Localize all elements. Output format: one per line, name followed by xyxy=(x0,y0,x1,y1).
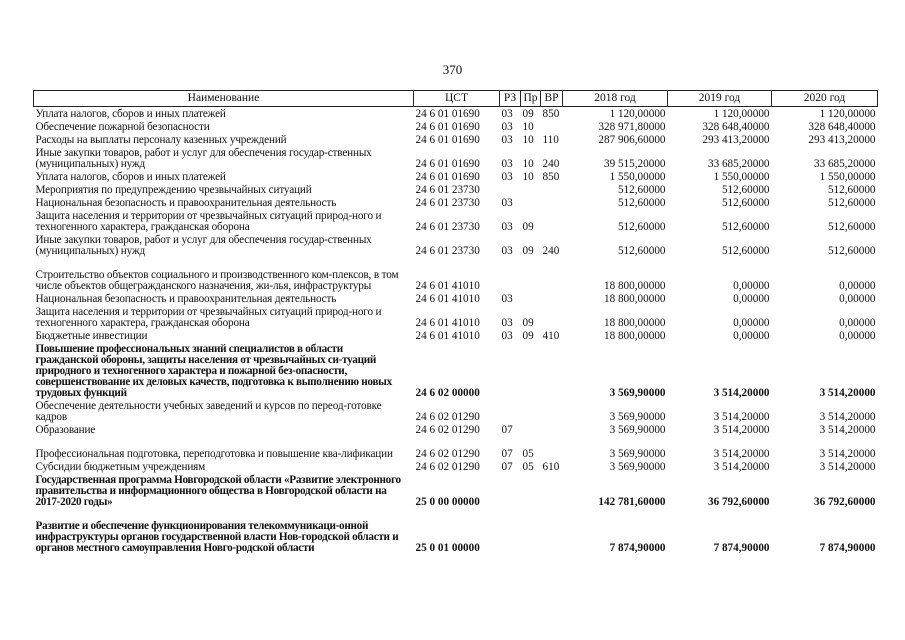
cell-rz: 03 xyxy=(501,158,513,170)
cell-y2019: 36 792,60000 xyxy=(707,496,770,508)
cell-cst: 24 6 02 01290 xyxy=(415,448,480,460)
cell-y2019: 512,60000 xyxy=(721,184,770,196)
cell-y2018: 142 781,60000 xyxy=(598,496,666,508)
cell-pr xyxy=(521,196,541,209)
table-header-row xyxy=(34,91,878,107)
page-number: 370 xyxy=(442,62,463,77)
cell-vr xyxy=(541,183,563,196)
cell-y2019: 0,00000 xyxy=(733,280,770,292)
cell-rz: 03 xyxy=(501,317,513,329)
cell-cst: 24 6 02 01290 xyxy=(415,424,480,436)
cell-cst: 24 6 01 01690 xyxy=(415,134,480,146)
cell-rz: 03 xyxy=(501,221,513,233)
cell-y2018: 39 515,20000 xyxy=(603,158,666,170)
cell-y2020: 0,00000 xyxy=(839,317,876,329)
cell-pr xyxy=(521,473,541,508)
cell-pr: 09 xyxy=(522,317,534,329)
cell-pr: 05 xyxy=(522,448,534,460)
cell-pr: 09 xyxy=(522,330,534,342)
cell-y2020: 512,60000 xyxy=(827,221,876,233)
table-row xyxy=(34,209,878,233)
cell-y2020: 3 514,20000 xyxy=(819,448,876,460)
cell-name: Повышение профессиональных знаний специалистов в области гражданской обороны, защиты населения от чрезвычайных си-туаций природного и техногенного характера и пожарной без-опасности, совершенствование их деловых качеств, подготовка к выполнению новых трудовых функций xyxy=(35,343,392,399)
cell-y2020: 512,60000 xyxy=(827,197,876,209)
cell-y2019: 328 648,40000 xyxy=(702,121,770,133)
cell-y2018: 18 800,00000 xyxy=(603,317,666,329)
cell-cst: 24 6 01 01690 xyxy=(415,108,480,120)
cell-y2019: 33 685,20000 xyxy=(707,158,770,170)
cell-rz: 03 xyxy=(501,171,513,183)
cell-pr xyxy=(521,342,541,399)
table-row xyxy=(34,292,878,305)
cell-y2018: 512,60000 xyxy=(617,221,666,233)
cell-vr: 410 xyxy=(542,330,560,342)
col-header-cst: ЦСТ xyxy=(414,91,500,107)
cell-y2020: 1 120,00000 xyxy=(819,108,876,120)
cell-vr: 610 xyxy=(542,461,560,473)
cell-y2020: 512,60000 xyxy=(827,184,876,196)
cell-name: Уплата налогов, сборов и иных платежей xyxy=(35,108,226,120)
cell-vr xyxy=(541,342,563,399)
cell-vr xyxy=(541,473,563,508)
table-row xyxy=(34,233,878,257)
cell-vr xyxy=(541,508,563,554)
cell-pr xyxy=(521,423,541,436)
cell-pr xyxy=(521,508,541,554)
cell-name: Защита населения и территории от чрезвычайных ситуаций природ-ного и техногенного характера, гражданская оборона xyxy=(35,306,382,329)
cell-rz xyxy=(500,342,521,399)
col-header-rz: РЗ xyxy=(500,91,521,107)
col-header-2019: 2019 год xyxy=(668,91,772,107)
cell-name: Строительство объектов социального и производственного ком-плексов, в том числе объектов общегражданского назначения, жи-лья, инфраструктуры xyxy=(35,269,399,292)
cell-name: Национальная безопасность и правоохранительная деятельность xyxy=(35,293,337,305)
cell-name: Бюджетные инвестиции xyxy=(35,330,148,342)
cell-y2018: 3 569,90000 xyxy=(609,424,666,436)
table-row xyxy=(34,146,878,170)
cell-name: Мероприятия по предупреждению чрезвычайных ситуаций xyxy=(35,184,312,196)
cell-cst: 24 6 01 23730 xyxy=(415,197,480,209)
cell-y2018: 3 569,90000 xyxy=(609,387,666,399)
cell-y2019: 3 514,20000 xyxy=(713,448,770,460)
cell-rz: 07 xyxy=(501,424,513,436)
cell-pr: 10 xyxy=(522,158,534,170)
cell-y2019: 0,00000 xyxy=(733,317,770,329)
cell-rz: 03 xyxy=(501,245,513,257)
cell-name: Иные закупки товаров, работ и услуг для обеспечения государ-ственных (муниципальных) нужд xyxy=(35,147,372,170)
cell-cst: 24 6 01 01690 xyxy=(415,121,480,133)
cell-y2018: 1 120,00000 xyxy=(609,108,666,120)
cell-y2018: 287 906,60000 xyxy=(598,134,666,146)
cell-y2019: 293 413,20000 xyxy=(702,134,770,146)
cell-y2019: 512,60000 xyxy=(721,197,770,209)
table-row xyxy=(34,460,878,473)
cell-y2019: 1 550,00000 xyxy=(713,171,770,183)
cell-y2020: 36 792,60000 xyxy=(813,496,876,508)
cell-name: Образование xyxy=(35,424,96,436)
cell-rz: 03 xyxy=(501,134,513,146)
cell-name: Иные закупки товаров, работ и услуг для обеспечения государ-ственных (муниципальных) нужд xyxy=(35,234,372,257)
cell-vr xyxy=(541,120,563,133)
cell-y2020: 0,00000 xyxy=(839,293,876,305)
table-row xyxy=(34,196,878,209)
cell-y2019: 3 514,20000 xyxy=(713,411,770,423)
cell-rz: 07 xyxy=(501,448,513,460)
cell-rz xyxy=(500,508,521,554)
cell-y2020: 0,00000 xyxy=(839,280,876,292)
cell-vr: 110 xyxy=(542,134,559,146)
cell-rz: 03 xyxy=(501,108,513,120)
table-row xyxy=(34,508,878,554)
budget-table xyxy=(33,90,878,554)
cell-y2020: 7 874,90000 xyxy=(819,542,876,554)
cell-y2018: 3 569,90000 xyxy=(609,411,666,423)
cell-rz: 07 xyxy=(501,461,513,473)
cell-cst: 24 6 01 41010 xyxy=(415,293,480,305)
cell-vr xyxy=(541,399,563,423)
cell-name: Национальная безопасность и правоохранительная деятельность xyxy=(35,197,337,209)
cell-y2019: 7 874,90000 xyxy=(713,542,770,554)
cell-cst: 25 0 01 00000 xyxy=(415,542,480,554)
cell-y2018: 7 874,90000 xyxy=(609,542,666,554)
cell-vr xyxy=(541,305,563,329)
cell-y2020: 512,60000 xyxy=(827,245,876,257)
cell-y2018: 18 800,00000 xyxy=(603,330,666,342)
cell-y2020: 33 685,20000 xyxy=(813,158,876,170)
table-row xyxy=(34,342,878,399)
cell-cst: 24 6 01 01690 xyxy=(415,171,480,183)
table-row xyxy=(34,329,878,342)
cell-y2019: 512,60000 xyxy=(721,245,770,257)
cell-name: Обеспечение пожарной безопасности xyxy=(35,121,210,133)
cell-y2019: 0,00000 xyxy=(733,293,770,305)
cell-vr: 240 xyxy=(542,158,560,170)
cell-name: Защита населения и территории от чрезвычайных ситуаций природ-ного и техногенного характера, гражданская оборона xyxy=(35,210,382,233)
cell-name: Субсидии бюджетным учреждениям xyxy=(35,461,206,473)
cell-rz: 03 xyxy=(501,121,513,133)
cell-cst: 24 6 01 41010 xyxy=(415,280,480,292)
cell-pr: 09 xyxy=(522,108,534,120)
cell-rz xyxy=(500,183,521,196)
cell-y2018: 18 800,00000 xyxy=(603,280,666,292)
table-row xyxy=(34,423,878,436)
cell-vr: 240 xyxy=(542,245,560,257)
cell-y2018: 1 550,00000 xyxy=(609,171,666,183)
cell-y2018: 512,60000 xyxy=(617,197,666,209)
cell-vr xyxy=(541,292,563,305)
cell-cst: 25 0 00 00000 xyxy=(415,496,480,508)
table-row xyxy=(34,170,878,183)
cell-cst: 24 6 01 01690 xyxy=(415,158,480,170)
table-row xyxy=(34,133,878,146)
cell-y2018: 3 569,90000 xyxy=(609,448,666,460)
table-row xyxy=(34,436,878,460)
cell-rz: 03 xyxy=(501,197,513,209)
cell-y2020: 0,00000 xyxy=(839,330,876,342)
cell-y2020: 3 514,20000 xyxy=(819,424,876,436)
col-header-2018: 2018 год xyxy=(563,91,668,107)
cell-vr xyxy=(541,196,563,209)
col-header-vr: ВР xyxy=(541,91,563,107)
cell-y2019: 512,60000 xyxy=(721,221,770,233)
cell-rz xyxy=(500,473,521,508)
cell-vr: 850 xyxy=(542,108,560,120)
cell-y2018: 3 569,90000 xyxy=(609,461,666,473)
cell-cst: 24 6 02 00000 xyxy=(415,387,480,399)
cell-y2018: 512,60000 xyxy=(617,184,666,196)
cell-rz xyxy=(500,257,521,292)
cell-vr xyxy=(541,436,563,460)
cell-pr: 05 xyxy=(522,461,534,473)
table-row xyxy=(34,120,878,133)
cell-pr: 10 xyxy=(522,121,534,133)
cell-pr: 10 xyxy=(522,171,534,183)
cell-vr xyxy=(541,423,563,436)
cell-rz: 03 xyxy=(501,293,513,305)
cell-y2019: 3 514,20000 xyxy=(713,424,770,436)
cell-cst: 24 6 01 41010 xyxy=(415,317,480,329)
cell-y2018: 18 800,00000 xyxy=(603,293,666,305)
table-row xyxy=(34,257,878,292)
cell-rz: 03 xyxy=(501,330,513,342)
cell-pr xyxy=(521,257,541,292)
cell-name: Профессиональная подготовка, переподготовка и повышение ква-лификации xyxy=(35,448,393,460)
col-header-2020: 2020 год xyxy=(772,91,878,107)
cell-pr: 10 xyxy=(522,134,534,146)
cell-name: Государственная программа Новгородской области «Развитие электронного правительства и информационного общества в Новгородской области на 2017-2020 годы» xyxy=(35,474,401,508)
table-row xyxy=(34,399,878,423)
cell-vr: 850 xyxy=(542,171,560,183)
cell-y2020: 3 514,20000 xyxy=(819,387,876,399)
cell-cst: 24 6 01 23730 xyxy=(415,221,480,233)
col-header-name: Наименование xyxy=(34,91,414,107)
cell-cst: 24 6 01 23730 xyxy=(415,245,480,257)
cell-y2020: 293 413,20000 xyxy=(808,134,876,146)
cell-pr xyxy=(521,399,541,423)
cell-y2020: 1 550,00000 xyxy=(819,171,876,183)
cell-y2018: 512,60000 xyxy=(617,245,666,257)
cell-y2020: 3 514,20000 xyxy=(819,461,876,473)
cell-pr xyxy=(521,292,541,305)
cell-vr xyxy=(541,209,563,233)
table-row xyxy=(34,107,878,121)
cell-y2020: 3 514,20000 xyxy=(819,411,876,423)
table-row xyxy=(34,183,878,196)
cell-cst: 24 6 02 01290 xyxy=(415,411,480,423)
cell-y2020: 328 648,40000 xyxy=(808,121,876,133)
cell-pr: 09 xyxy=(522,221,534,233)
cell-rz xyxy=(500,399,521,423)
cell-y2019: 1 120,00000 xyxy=(713,108,770,120)
cell-cst: 24 6 02 01290 xyxy=(415,461,480,473)
cell-name: Расходы на выплаты персоналу казенных учреждений xyxy=(35,134,287,146)
cell-y2019: 3 514,20000 xyxy=(713,461,770,473)
cell-cst: 24 6 01 41010 xyxy=(415,330,480,342)
cell-y2019: 0,00000 xyxy=(733,330,770,342)
cell-pr: 09 xyxy=(522,245,534,257)
col-header-pr: Пр xyxy=(521,91,541,107)
table-row xyxy=(34,305,878,329)
cell-y2019: 3 514,20000 xyxy=(713,387,770,399)
table-row xyxy=(34,473,878,508)
table-body xyxy=(34,107,878,555)
cell-pr xyxy=(521,183,541,196)
cell-cst: 24 6 01 23730 xyxy=(415,184,480,196)
cell-name: Уплата налогов, сборов и иных платежей xyxy=(35,171,226,183)
cell-name: Развитие и обеспечение функционирования телекоммуникаци-онной инфраструктуры органов государственной власти Нов-городской области и органов местного самоуправления Новго-родской области xyxy=(35,520,399,554)
cell-vr xyxy=(541,257,563,292)
cell-name: Обеспечение деятельности учебных заведений и курсов по переод-готовке кадров xyxy=(35,400,382,423)
cell-y2018: 328 971,80000 xyxy=(598,121,666,133)
